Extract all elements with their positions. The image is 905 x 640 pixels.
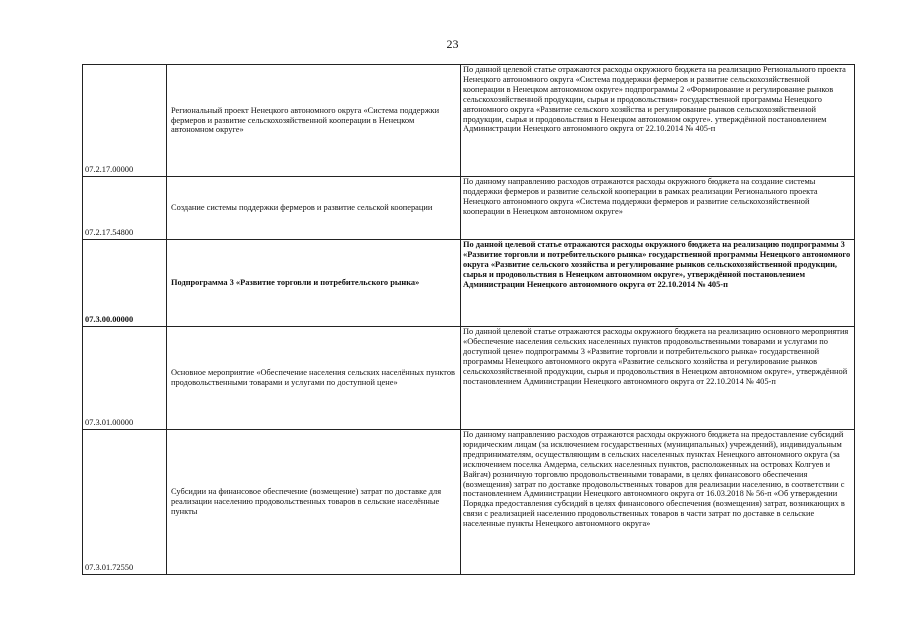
table-row	[83, 430, 855, 575]
table-row	[83, 240, 855, 327]
table-row	[83, 177, 855, 240]
table-row	[83, 65, 855, 177]
row-code: 07.3.00.00000	[83, 240, 167, 327]
row-name: Подпрограмма 3 «Развитие торговли и потребительского рынка»	[167, 240, 461, 327]
table-row	[83, 327, 855, 430]
row-code: 07.3.01.72550	[83, 430, 167, 575]
row-description: По данному направлению расходов отражаются расходы окружного бюджета на предоставление субсидий юридическим лицам (за исключением государственных (муниципальных) учреждений), индивидуальным предпринимателям, осуществляющим в сельских населенных пунктах Ненецкого автономного округа (за исключением поселка Амдерма, сельских населенных пунктов, расположенных на островах Колгуев и Вайгач) розничную торговлю продовольственными товарами, в целях финансового обеспечения (возмещения) затрат по доставке продовольственных товаров для реализации населению, в соответствии с постановлением Администрации Ненецкого автономного округа от 16.03.2018 № 56-п «Об утверждении Порядка предоставления субсидий в целях финансового обеспечения (возмещения) затрат, возникающих в связи с реализацией населению продовольственных товаров в части затрат по доставке в сельские населенные пункты Ненецкого автономного округа»	[461, 430, 855, 575]
page-number: 23	[446, 37, 459, 51]
row-description: По данной целевой статье отражаются расходы окружного бюджета на реализацию основного мероприятия «Обеспечение населения сельских населенных пунктов продовольственными товарами и услугами по доступной цене» подпрограммы 3 «Развитие торговли и потребительского рынка» государственной программы Ненецкого автономного округа «Развитие сельского хозяйства и регулирование рынков сельскохозяйственной продукции, сырья и продовольствия в Ненецком автономном округе», утверждённой постановлением Администрации Ненецкого автономного округа от 22.10.2014 № 405-п	[461, 327, 855, 430]
row-code: 07.2.17.54800	[83, 177, 167, 240]
row-name: Региональный проект Ненецкого автономного округа «Система поддержки фермеров и развитие сельскохозяйственной кооперации в Ненецком автономном округе»	[167, 65, 461, 177]
budget-classification-table	[82, 64, 855, 575]
row-code: 07.2.17.00000	[83, 65, 167, 177]
row-description: По данной целевой статье отражаются расходы окружного бюджета на реализацию подпрограммы 3 «Развитие торговли и потребительского рынка» государственной программы Ненецкого автономного округа «Развитие сельского хозяйства и регулирование рынков сельскохозяйственной продукции, сырья и продовольствия в Ненецком автономном округе», утверждённой постановлением Администрации Ненецкого автономного округа от 22.10.2014 № 405-п	[461, 240, 855, 327]
row-description: По данной целевой статье отражаются расходы окружного бюджета на реализацию Регионального проекта Ненецкого автономного округа «Система поддержки фермеров и развитие сельскохозяйственной кооперации в Ненецком автономном округе» подпрограммы 2 «Формирование и регулирование рынков сельскохозяйственной продукции, сырья и продовольствия» государственной программы Ненецкого автономного округа «Развитие сельского хозяйства и регулирование рынков сельскохозяйственной продукции, сырья и продовольствия в Ненецком автономном округе». утверждённой постановлением Администрации Ненецкого автономного округа от 22.10.2014 № 405-п	[461, 65, 855, 177]
row-name: Субсидии на финансовое обеспечение (возмещение) затрат по доставке для реализации населению продовольственных товаров в сельские населённые пункты	[167, 430, 461, 575]
row-name: Создание системы поддержки фермеров и развитие сельской кооперации	[167, 177, 461, 240]
row-name: Основное мероприятие «Обеспечение населения сельских населённых пунктов продовольственными товарами и услугами по доступной цене»	[167, 327, 461, 430]
row-description: По данному направлению расходов отражаются расходы окружного бюджета на создание системы поддержки фермеров и развитие сельской кооперации в рамках реализации Регионального проекта Ненецкого автономного округа «Система поддержки фермеров и развитие сельскохозяйственной кооперации в Ненецком автономном округе»	[461, 177, 855, 240]
row-code: 07.3.01.00000	[83, 327, 167, 430]
